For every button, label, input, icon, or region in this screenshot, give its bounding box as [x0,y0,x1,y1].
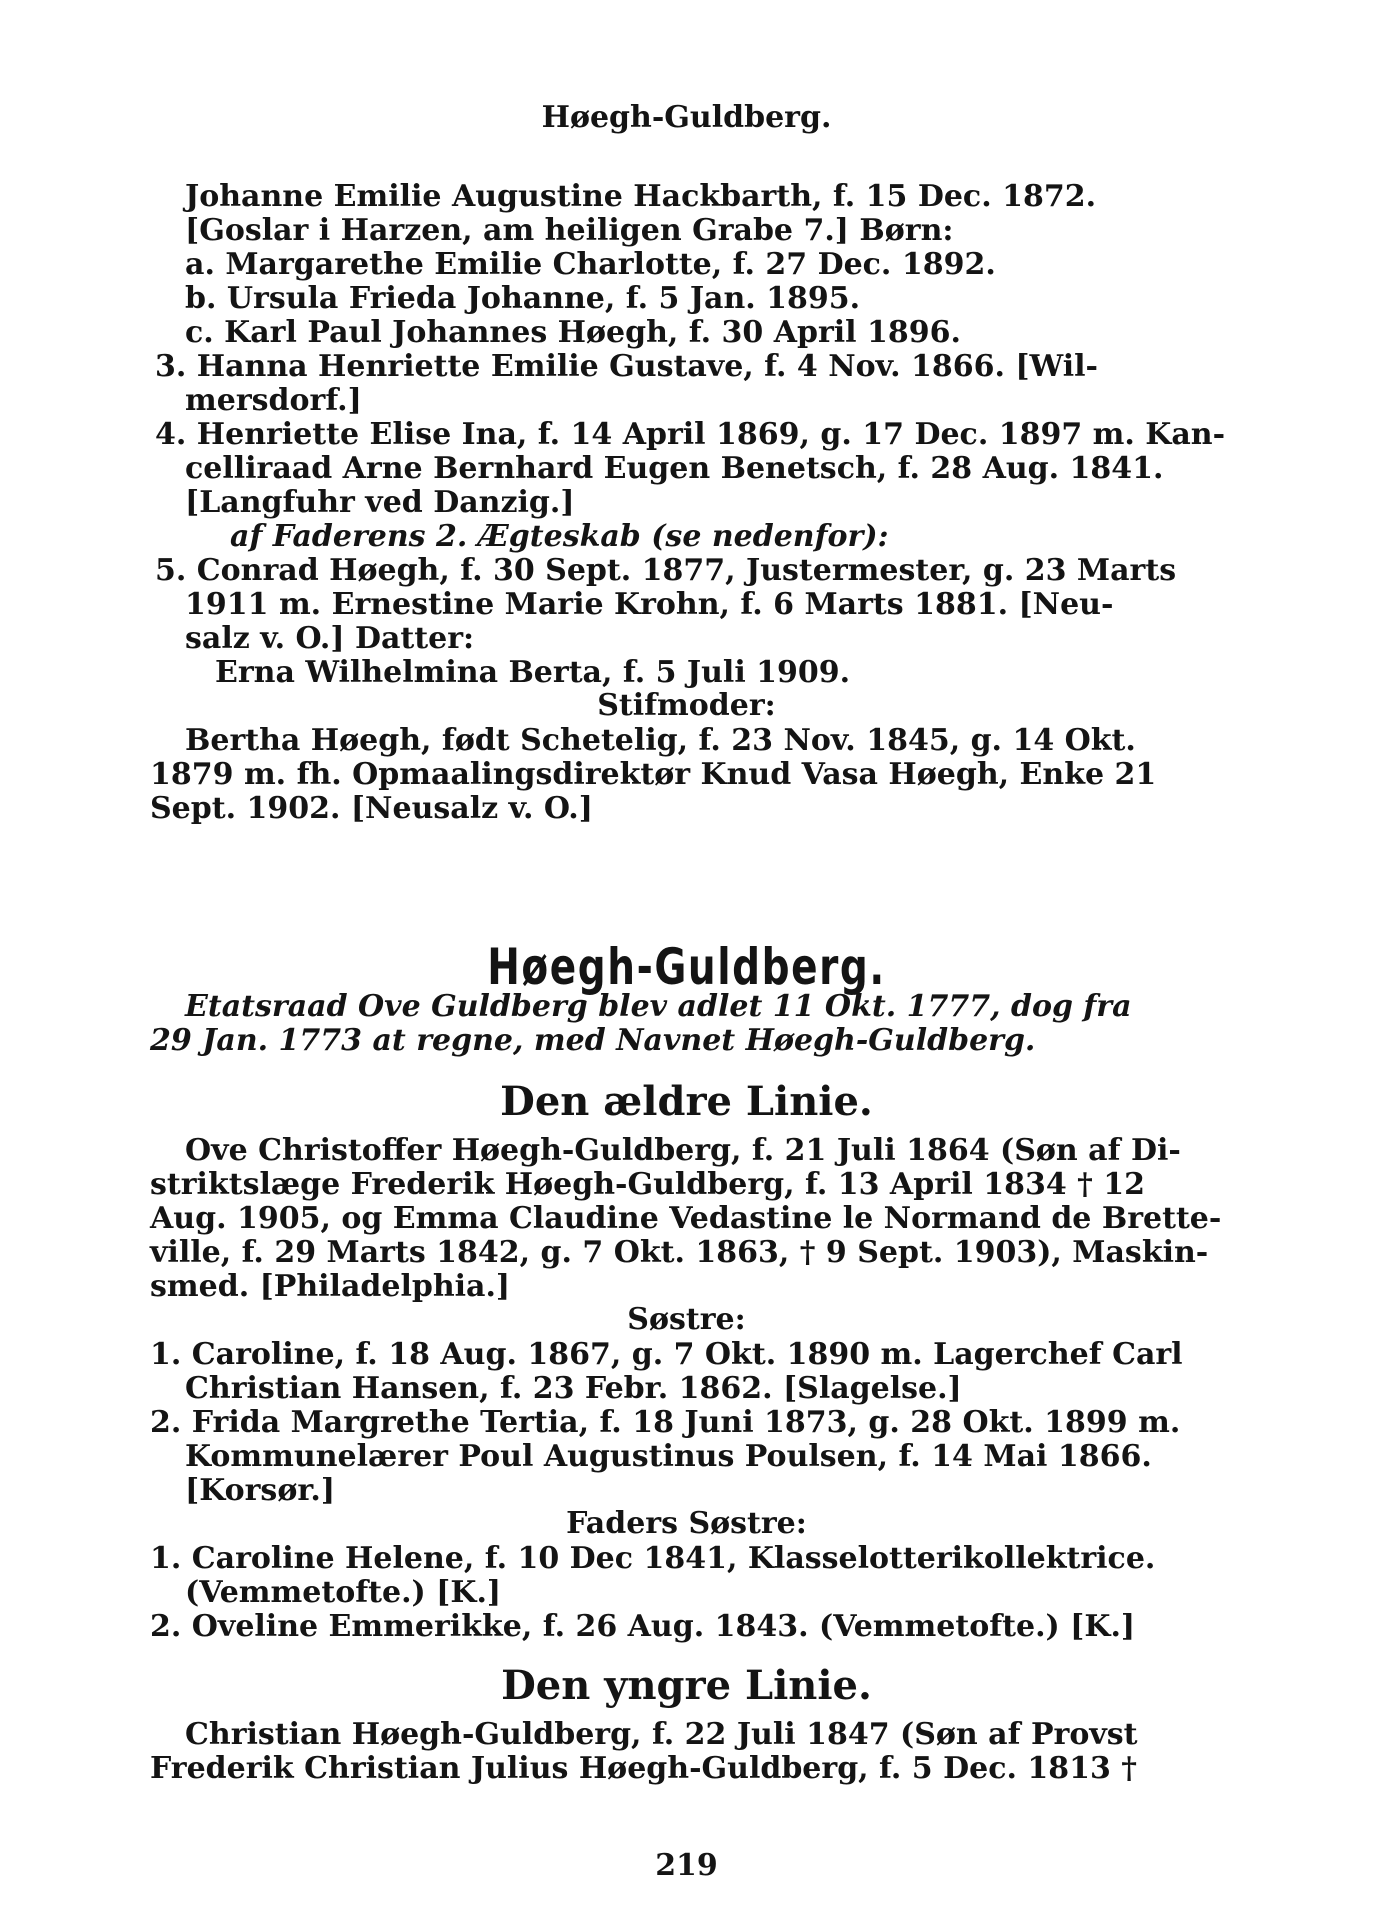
text-line: b. Ursula Frieda Johanne, f. 5 Jan. 1895. [185,281,861,316]
intro-line: Etatsraad Ove Guldberg blev adlet 11 Okt. 1777, dog fra [185,989,1132,1024]
text-line: af Faderens 2. Ægteskab (se nedenfor): [230,519,889,554]
text-line: c. Karl Paul Johannes Høegh, f. 30 April 1896. [185,315,961,350]
text-line: Erna Wilhelmina Berta, f. 5 Juli 1909. [215,655,851,690]
text-line: Christian Hansen, f. 23 Febr. 1862. [Slagelse.] [185,1371,962,1406]
text-line: 1. Caroline Helene, f. 10 Dec 1841, Klasselotterikollektrice. [150,1541,1156,1576]
text-line: Ove Christoffer Høegh-Guldberg, f. 21 Juli 1864 (Søn af Di- [185,1133,1181,1168]
text-line: Sept. 1902. [Neusalz v. O.] [150,791,593,826]
text-line: a. Margarethe Emilie Charlotte, f. 27 Dec. 1892. [185,247,996,282]
text-line: [Goslar i Harzen, am heiligen Grabe 7.] Børn: [185,213,954,248]
text-line: Christian Høegh-Guldberg, f. 22 Juli 1847 (Søn af Provst [185,1717,1138,1752]
page-number: 219 [655,1848,718,1883]
section-title: Høegh-Guldberg. [487,938,886,996]
text-line: 3. Hanna Henriette Emilie Gustave, f. 4 Nov. 1866. [Wil- [155,349,1098,384]
text-line: Johanne Emilie Augustine Hackbarth, f. 15 Dec. 1872. [185,179,1097,214]
text-line: Aug. 1905, og Emma Claudine Vedastine le Normand de Brette- [150,1201,1222,1236]
text-line: [Korsør.] [185,1473,336,1508]
text-line: Bertha Høegh, født Schetelig, f. 23 Nov. 1845, g. 14 Okt. [185,723,1136,758]
subheading-stifmoder: Stifmoder: [597,688,776,723]
text-line: celliraad Arne Bernhard Eugen Benetsch, f. 28 Aug. 1841. [185,451,1164,486]
running-head: Høegh-Guldberg. [541,100,832,135]
text-line: 4. Henriette Elise Ina, f. 14 April 1869, g. 17 Dec. 1897 m. Kan- [155,417,1226,452]
subheading-faders-sostre: Faders Søstre: [566,1506,807,1541]
text-line: Kommunelærer Poul Augustinus Poulsen, f. 14 Mai 1866. [185,1439,1152,1474]
text-line: striktslæge Frederik Høegh-Guldberg, f. 13 April 1834 † 12 [150,1167,1146,1202]
text-line: 1. Caroline, f. 18 Aug. 1867, g. 7 Okt. 1890 m. Lagerchef Carl [150,1337,1183,1372]
text-line: Frederik Christian Julius Høegh-Guldberg, f. 5 Dec. 1813 † [150,1751,1137,1786]
text-line: 1879 m. fh. Opmaalingsdirektør Knud Vasa Høegh, Enke 21 [150,757,1157,792]
intro-line: 29 Jan. 1773 at regne, med Navnet Høegh-Guldberg. [150,1023,1036,1058]
text-line: [Langfuhr ved Danzig.] [185,485,575,520]
text-line: (Vemmetofte.) [K.] [185,1575,502,1610]
text-line: 5. Conrad Høegh, f. 30 Sept. 1877, Justermester, g. 23 Marts [155,553,1177,588]
text-line: 2. Frida Margrethe Tertia, f. 18 Juni 1873, g. 28 Okt. 1899 m. [150,1405,1181,1440]
text-line: mersdorf.] [185,383,362,418]
text-line: salz v. O.] Datter: [185,621,475,656]
elder-line-heading: Den ældre Linie. [500,1078,873,1125]
younger-line-heading: Den yngre Linie. [501,1662,872,1709]
text-line: smed. [Philadelphia.] [150,1269,511,1304]
subheading-sostre: Søstre: [627,1302,746,1337]
text-line: 1911 m. Ernestine Marie Krohn, f. 6 Marts 1881. [Neu- [185,587,1114,622]
text-line: 2. Oveline Emmerikke, f. 26 Aug. 1843. (Vemmetofte.) [K.] [150,1609,1136,1644]
text-line: ville, f. 29 Marts 1842, g. 7 Okt. 1863, † 9 Sept. 1903), Maskin- [150,1235,1209,1270]
